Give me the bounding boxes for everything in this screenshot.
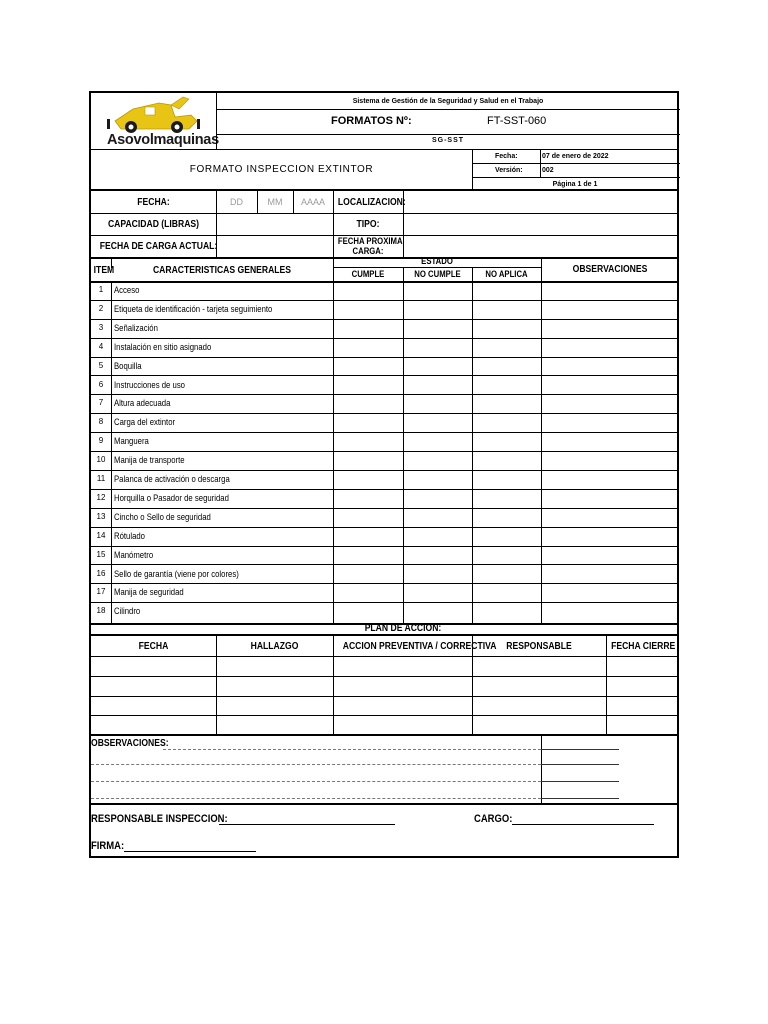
no-aplica-cell[interactable] xyxy=(472,470,541,489)
checklist-row xyxy=(91,281,679,300)
observaciones-cell[interactable] xyxy=(541,451,679,470)
observaciones-cell[interactable] xyxy=(541,583,679,602)
cargo-label: CARGO: xyxy=(474,813,513,825)
checklist-row xyxy=(91,565,679,584)
checklist-item-label: Horquilla o Pasador de seguridad xyxy=(114,492,229,503)
plan-accion-cell[interactable] xyxy=(333,715,472,734)
fecha-proxima-field[interactable] xyxy=(404,236,679,257)
observaciones-field[interactable] xyxy=(91,735,679,803)
no-aplica-cell[interactable] xyxy=(472,281,541,300)
observaciones-cell[interactable] xyxy=(541,281,679,300)
checklist-row xyxy=(91,394,679,413)
observaciones-cell[interactable] xyxy=(541,546,679,565)
checklist-row xyxy=(91,376,679,395)
no-cumple-cell[interactable] xyxy=(403,602,472,621)
tipo-field[interactable] xyxy=(404,214,679,235)
checklist-item-label: Instalación en sitio asignado xyxy=(114,341,212,352)
checklist-item-label: Etiqueta de identificación - tarjeta seguimiento xyxy=(114,303,273,314)
no-cumple-cell[interactable] xyxy=(403,451,472,470)
plan-hallazgo-cell[interactable] xyxy=(216,696,333,715)
cumple-cell[interactable] xyxy=(333,432,403,451)
formatos-code: FT-SST-060 xyxy=(487,115,547,127)
checklist-item-number: 16 xyxy=(96,568,106,578)
date-day-field[interactable]: DD xyxy=(230,197,243,207)
no-cumple-cell[interactable] xyxy=(403,394,472,413)
capacidad-label: CAPACIDAD (LIBRAS) xyxy=(107,219,200,230)
checklist-row xyxy=(91,300,679,319)
cumple-cell[interactable] xyxy=(333,602,403,621)
checklist-item-number: 18 xyxy=(96,606,106,616)
page-number: Página 1 de 1 xyxy=(552,181,598,188)
checklist-item-number: 12 xyxy=(96,492,106,502)
plan-fecha-cell[interactable] xyxy=(91,656,216,676)
checklist-row xyxy=(91,451,679,470)
plan-fecha-cell[interactable] xyxy=(91,696,216,715)
firma-line[interactable] xyxy=(124,851,256,852)
checklist-item-label: Manguera xyxy=(114,436,149,447)
checklist-item-label: Palanca de activación o descarga xyxy=(114,474,230,484)
date-month-field[interactable]: MM xyxy=(267,197,283,207)
checklist-item-label: Manija de transporte xyxy=(114,455,185,466)
responsable-inspeccion-label: RESPONSABLE INSPECCION: xyxy=(91,813,228,825)
plan-responsable-cell[interactable] xyxy=(472,715,606,734)
plan-responsable-cell[interactable] xyxy=(472,696,606,715)
cumple-cell[interactable] xyxy=(333,413,403,432)
checklist-item-number: 14 xyxy=(96,530,106,540)
plan-responsable-header: RESPONSABLE xyxy=(506,641,572,652)
observaciones-cell[interactable] xyxy=(541,357,679,376)
no-cumple-cell[interactable] xyxy=(403,508,472,527)
observaciones-cell[interactable] xyxy=(541,565,679,584)
no-aplica-cell[interactable] xyxy=(472,508,541,527)
no-cumple-cell[interactable] xyxy=(403,546,472,565)
no-cumple-cell[interactable] xyxy=(403,357,472,376)
observaciones-cell[interactable] xyxy=(541,602,679,621)
cumple-cell[interactable] xyxy=(333,394,403,413)
cumple-cell[interactable] xyxy=(333,470,403,489)
plan-fecha-cell[interactable] xyxy=(91,676,216,696)
plan-accion-header: ACCION PREVENTIVA / CORRECTIVA xyxy=(342,641,497,652)
observaciones-cell[interactable] xyxy=(541,300,679,319)
formatos-label: FORMATOS Nº: xyxy=(331,115,412,127)
checklist-item-label: Boquilla xyxy=(114,360,142,371)
no-aplica-header: NO APLICA xyxy=(485,269,528,279)
checklist-row xyxy=(91,583,679,602)
checklist-item-number: 11 xyxy=(96,474,106,483)
no-cumple-cell[interactable] xyxy=(403,583,472,602)
no-aplica-cell[interactable] xyxy=(472,394,541,413)
plan-fecha-cell[interactable] xyxy=(91,715,216,734)
observaciones-cell[interactable] xyxy=(541,376,679,395)
cumple-cell[interactable] xyxy=(333,451,403,470)
cumple-cell[interactable] xyxy=(333,527,403,546)
plan-title: PLAN DE ACCION: xyxy=(364,623,442,634)
no-cumple-cell[interactable] xyxy=(403,338,472,357)
plan-hallazgo-cell[interactable] xyxy=(216,656,333,676)
no-cumple-cell[interactable] xyxy=(403,413,472,432)
checklist-row xyxy=(91,357,679,376)
cumple-cell[interactable] xyxy=(333,508,403,527)
plan-accion-cell[interactable] xyxy=(333,696,472,715)
plan-hallazgo-cell[interactable] xyxy=(216,715,333,734)
responsable-inspeccion-line[interactable] xyxy=(219,824,395,825)
no-aplica-cell[interactable] xyxy=(472,413,541,432)
no-aplica-cell[interactable] xyxy=(472,451,541,470)
localizacion-label: LOCALIZACION: xyxy=(337,197,406,208)
checklist-row xyxy=(91,319,679,338)
checklist-item-number: 7 xyxy=(98,398,104,408)
no-cumple-cell[interactable] xyxy=(403,376,472,395)
system-title: Sistema de Gestión de la Seguridad y Salud en el Trabajo xyxy=(352,98,544,105)
checklist-item-label: Altura adecuada xyxy=(114,398,171,409)
company-name: Asovolmaquinas xyxy=(107,132,219,148)
checklist-item-label: Acceso xyxy=(114,285,140,295)
no-aplica-cell[interactable] xyxy=(472,338,541,357)
no-cumple-cell[interactable] xyxy=(403,319,472,338)
fecha-proxima-label-1: FECHA PROXIMA xyxy=(337,236,403,246)
cumple-cell[interactable] xyxy=(333,300,403,319)
inspection-form xyxy=(89,91,679,858)
checklist-row xyxy=(91,508,679,527)
observaciones-header: OBSERVACIONES xyxy=(572,264,648,275)
checklist-row xyxy=(91,470,679,489)
no-aplica-cell[interactable] xyxy=(472,527,541,546)
tipo-label: TIPO: xyxy=(356,219,380,230)
version-label: Versión: xyxy=(495,167,523,174)
capacidad-field[interactable] xyxy=(217,214,333,235)
fecha-proxima-label-2: CARGA: xyxy=(352,246,384,256)
no-cumple-cell[interactable] xyxy=(403,489,472,508)
no-cumple-cell[interactable] xyxy=(403,527,472,546)
no-cumple-cell[interactable] xyxy=(403,432,472,451)
checklist-item-number: 3 xyxy=(98,322,104,332)
checklist-row xyxy=(91,338,679,357)
checklist-item-label: Cincho o Sello de seguridad xyxy=(114,511,211,522)
cumple-cell[interactable] xyxy=(333,376,403,395)
checklist-item-number: 6 xyxy=(98,379,104,389)
caracteristicas-header: CARACTERISTICAS GENERALES xyxy=(152,265,292,276)
info-fecha-label: FECHA: xyxy=(137,197,170,208)
no-aplica-cell[interactable] xyxy=(472,300,541,319)
checklist-item-label: Carga del extintor xyxy=(114,417,176,428)
cumple-cell[interactable] xyxy=(333,338,403,357)
no-aplica-cell[interactable] xyxy=(472,583,541,602)
fecha-value: 07 de enero de 2022 xyxy=(542,153,609,160)
observaciones-cell[interactable] xyxy=(541,432,679,451)
cumple-header: CUMPLE xyxy=(351,269,385,279)
checklist-item-label: Cilindro xyxy=(114,606,141,617)
cumple-cell[interactable] xyxy=(333,357,403,376)
plan-accion-cell[interactable] xyxy=(333,656,472,676)
version-value: 002 xyxy=(542,167,554,174)
checklist-item-number: 5 xyxy=(98,360,104,370)
observaciones-cell[interactable] xyxy=(541,508,679,527)
plan-fecha-cierre-cell[interactable] xyxy=(606,696,679,715)
cumple-cell[interactable] xyxy=(333,583,403,602)
plan-fecha-cierre-cell[interactable] xyxy=(606,715,679,734)
checklist-item-label: Manija de seguridad xyxy=(114,587,184,598)
checklist-row xyxy=(91,546,679,565)
plan-fecha-cierre-cell[interactable] xyxy=(606,656,679,676)
no-aplica-cell[interactable] xyxy=(472,357,541,376)
observaciones-cell[interactable] xyxy=(541,489,679,508)
checklist-row xyxy=(91,489,679,508)
no-aplica-cell[interactable] xyxy=(472,546,541,565)
sg-sst-label: SG-SST xyxy=(431,137,465,144)
plan-hallazgo-header: HALLAZGO xyxy=(250,641,299,652)
checklist-item-number: 9 xyxy=(98,436,104,446)
plan-fecha-header: FECHA xyxy=(138,641,169,652)
no-cumple-cell[interactable] xyxy=(403,300,472,319)
fecha-label: Fecha: xyxy=(495,153,518,160)
checklist-item-label: Rótulado xyxy=(114,530,145,541)
plan-fecha-cierre-header: FECHA CIERRE xyxy=(611,641,676,652)
no-cumple-header: NO CUMPLE xyxy=(414,269,461,279)
observaciones-label: OBSERVACIONES: xyxy=(91,738,169,749)
checklist-row xyxy=(91,432,679,451)
checklist-item-label: Señalización xyxy=(114,322,158,333)
date-year-field[interactable]: AAAA xyxy=(300,197,325,207)
checklist-item-label: Manómetro xyxy=(114,549,154,560)
checklist-item-number: 8 xyxy=(98,417,104,427)
fecha-carga-label: FECHA DE CARGA ACTUAL: xyxy=(99,241,218,252)
cumple-cell[interactable] xyxy=(333,489,403,508)
checklist-item-number: 1 xyxy=(98,285,104,294)
no-aplica-cell[interactable] xyxy=(472,489,541,508)
checklist-item-number: 4 xyxy=(98,341,104,351)
checklist-item-number: 13 xyxy=(96,511,106,521)
cumple-cell[interactable] xyxy=(333,281,403,300)
estado-header: ESTADO xyxy=(421,256,453,266)
plan-responsable-cell[interactable] xyxy=(472,676,606,696)
checklist-row xyxy=(91,413,679,432)
no-aplica-cell[interactable] xyxy=(472,432,541,451)
plan-responsable-cell[interactable] xyxy=(472,656,606,676)
checklist-item-number: 17 xyxy=(96,587,106,597)
observaciones-cell[interactable] xyxy=(541,527,679,546)
plan-accion-cell[interactable] xyxy=(333,676,472,696)
checklist-row xyxy=(91,602,679,621)
plan-fecha-cierre-cell[interactable] xyxy=(606,676,679,696)
checklist-item-number: 15 xyxy=(96,549,106,559)
fecha-carga-field[interactable] xyxy=(217,236,333,257)
plan-hallazgo-cell[interactable] xyxy=(216,676,333,696)
no-aplica-cell[interactable] xyxy=(472,376,541,395)
observaciones-cell[interactable] xyxy=(541,413,679,432)
cumple-cell[interactable] xyxy=(333,546,403,565)
cargo-line[interactable] xyxy=(512,824,654,825)
no-aplica-cell[interactable] xyxy=(472,565,541,584)
observaciones-cell[interactable] xyxy=(541,319,679,338)
no-cumple-cell[interactable] xyxy=(403,470,472,489)
form-title: FORMATO INSPECCION EXTINTOR xyxy=(189,164,374,175)
observaciones-cell[interactable] xyxy=(541,394,679,413)
cumple-cell[interactable] xyxy=(333,319,403,338)
no-aplica-cell[interactable] xyxy=(472,319,541,338)
localizacion-field[interactable] xyxy=(404,191,679,213)
item-header: ITEM xyxy=(93,265,115,276)
no-aplica-cell[interactable] xyxy=(472,602,541,621)
observaciones-cell[interactable] xyxy=(541,470,679,489)
checklist-item-number: 2 xyxy=(98,303,104,313)
firma-label: FIRMA: xyxy=(91,840,125,852)
checklist-item-label: Instrucciones de uso xyxy=(114,379,185,390)
company-logo xyxy=(101,95,219,148)
observaciones-cell[interactable] xyxy=(541,338,679,357)
no-cumple-cell[interactable] xyxy=(403,565,472,584)
checklist-row xyxy=(91,527,679,546)
no-cumple-cell[interactable] xyxy=(403,281,472,300)
checklist-item-label: Sello de garantía (viene por colores) xyxy=(114,568,239,579)
cumple-cell[interactable] xyxy=(333,565,403,584)
checklist-item-number: 10 xyxy=(96,455,106,465)
